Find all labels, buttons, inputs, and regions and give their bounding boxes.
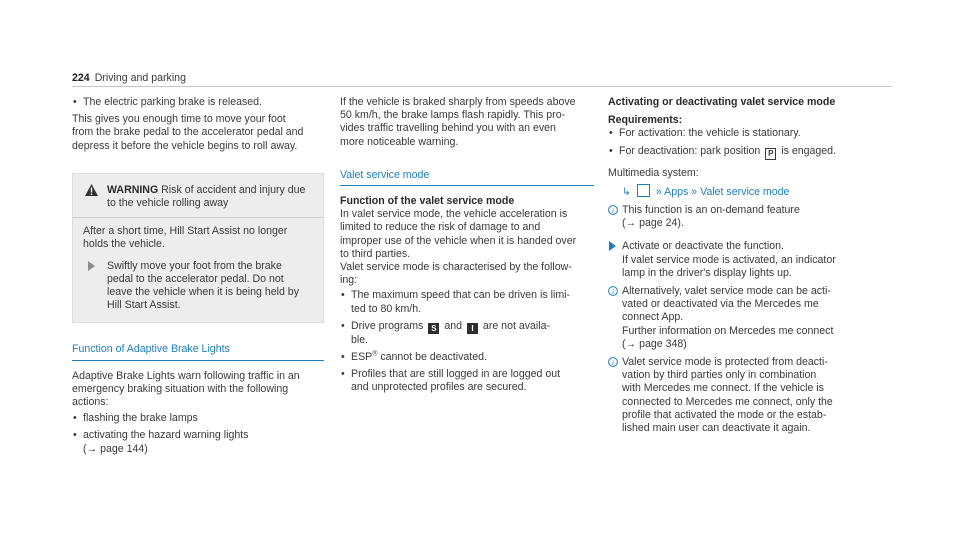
- navigation-path: [608, 184, 878, 199]
- header-divider: [72, 86, 892, 87]
- list-item-text: is engaged.: [781, 144, 837, 157]
- registered-mark: ®: [372, 350, 378, 358]
- column-right: [608, 96, 878, 435]
- text-line: This function is an on-demand feature: [622, 204, 800, 217]
- text-line: After a short time, Hill Start Assist no longer: [83, 225, 288, 238]
- list-item-text: For activation: the vehicle is stationary.: [619, 127, 801, 140]
- text-line: improper use of the vehicle when it is handed over: [340, 234, 577, 247]
- park-position-key: P: [765, 148, 776, 160]
- page-reference: (→ page 24).: [622, 217, 684, 230]
- text-line: This gives you enough time to move your foot: [72, 113, 286, 126]
- text-line: In valet service mode, the vehicle acceleration is: [340, 208, 568, 221]
- text-line: vation by third parties only in combination: [622, 369, 817, 382]
- list-item-text: and unprotected profiles are secured.: [351, 381, 527, 394]
- text-line: If the vehicle is braked sharply from speeds above: [340, 96, 576, 108]
- requirements-heading: Requirements:: [608, 114, 683, 127]
- svg-text:i: i: [612, 359, 614, 368]
- text-line: If valet service mode is activated, an indicator: [622, 253, 836, 266]
- text-line: vated or deactivated via the Mercedes me: [622, 298, 819, 311]
- warning-action: [83, 260, 313, 313]
- text-line: from the brake pedal to the accelerator pedal and: [72, 126, 304, 139]
- paragraph: [72, 113, 324, 153]
- list-item: • flashing the brake lamps: [73, 412, 198, 425]
- info-note: [608, 356, 878, 435]
- column-middle: [340, 96, 594, 399]
- multimedia-label: Multimedia system:: [608, 166, 699, 179]
- text-line: Further information on Mercedes me connect: [622, 324, 834, 337]
- page-reference: (→ page 144): [83, 442, 148, 455]
- info-note: [608, 204, 878, 230]
- text-line: depress it before the vehicle begins to roll away.: [72, 139, 298, 152]
- warning-body: [83, 225, 313, 251]
- text-line: Valet service mode is characterised by the follow-: [340, 261, 572, 274]
- subsection-heading: Function of the valet service mode: [340, 195, 515, 208]
- list-item: • For deactivation: park position P is engaged.: [609, 144, 837, 158]
- page-number: 224: [72, 72, 90, 84]
- warning-divider: [73, 217, 323, 218]
- warning-text: Risk of accident and injury due: [158, 183, 306, 196]
- text-line: Valet service mode is protected from deacti-: [622, 356, 828, 369]
- list-item-text: ble.: [351, 333, 369, 346]
- list-item-text: are not availa-: [482, 319, 551, 332]
- text-line: ing:: [340, 274, 358, 287]
- section-heading: Activating or deactivating valet service mode: [608, 96, 836, 108]
- text-line: limited to reduce the risk of damage to and: [340, 221, 541, 234]
- list-item: • activating the hazard warning lights (→ page 144): [73, 429, 249, 455]
- action-arrow-icon: [88, 261, 95, 271]
- text-line: with Mercedes me connect. If the vehicle is: [622, 382, 824, 395]
- warning-triangle-icon: [85, 184, 98, 196]
- text-line: actions:: [72, 396, 109, 409]
- list-item: • Profiles that are still logged in are logged out and unprotected profiles are secured.: [341, 368, 561, 394]
- list-item-text: flashing the brake lamps: [83, 412, 198, 425]
- text-line: connected to Mercedes me connect, only the: [622, 395, 833, 408]
- list-item-text: ted to 80 km/h.: [351, 302, 422, 315]
- warning-text: to the vehicle rolling away: [107, 197, 229, 210]
- info-note: [608, 285, 878, 351]
- text-line: pedal to the accelerator pedal. Do not: [107, 272, 284, 285]
- text-line: emergency braking situation with the following: [72, 382, 289, 395]
- text-line: to third parties.: [340, 247, 411, 260]
- text-line: Adaptive Brake Lights warn following traffic in an: [72, 369, 300, 382]
- chevron-icon: »: [655, 185, 662, 198]
- text-line: more noticeable warning.: [340, 135, 459, 148]
- list-item-text: cannot be deactivated.: [377, 351, 487, 364]
- action-arrow-icon: [609, 241, 616, 251]
- text-line: lished main user can deactivate it again.: [622, 422, 811, 435]
- svg-text:i: i: [612, 207, 614, 216]
- text-line: Hill Start Assist.: [107, 299, 181, 312]
- text-line: Activate or deactivate the function.: [622, 240, 784, 253]
- column-left: [72, 96, 324, 460]
- list-item-text: activating the hazard warning lights: [83, 429, 249, 442]
- home-icon: [637, 184, 650, 197]
- list-item: • For activation: the vehicle is stationary.: [609, 127, 801, 140]
- svg-text:i: i: [612, 288, 614, 297]
- nav-apps: Apps: [664, 185, 689, 198]
- drive-program-s-key: S: [428, 323, 439, 334]
- info-icon: [608, 286, 618, 296]
- section-heading: Valet service mode: [340, 168, 430, 181]
- warning-box: [72, 173, 324, 324]
- text-line: profile that activated the mode or the estab-: [622, 408, 827, 421]
- list-item: • ESP® cannot be deactivated.: [341, 350, 487, 364]
- list-item-text: The electric parking brake is released.: [83, 96, 263, 108]
- list-item: • Drive programs S and I are not availa- ble.: [341, 319, 551, 346]
- page-header: [72, 72, 186, 85]
- drive-program-i-key: I: [467, 323, 478, 334]
- warning-label: WARNING: [107, 183, 159, 196]
- paragraph: [340, 208, 594, 287]
- text-line: vides traffic travelling behind you with an even: [340, 122, 556, 135]
- warning-title: [83, 184, 313, 210]
- info-icon: [608, 205, 618, 215]
- enter-arrow-icon: ↳: [622, 185, 631, 198]
- text-line: holds the vehicle.: [83, 238, 165, 251]
- paragraph: [340, 96, 594, 149]
- text-line: 50 km/h, the brake lamps flash rapidly. This pro-: [340, 109, 566, 122]
- list-item-text: and: [444, 319, 463, 332]
- list-item-text: Drive programs: [351, 319, 424, 332]
- nav-valet-service-mode: Valet service mode: [700, 185, 790, 198]
- text-line: leave the vehicle when it is being held by: [107, 286, 299, 299]
- list-item-text: The maximum speed that can be driven is limi-: [351, 289, 571, 302]
- text-line: connect App.: [622, 311, 684, 324]
- section-heading: Function of Adaptive Brake Lights: [72, 343, 230, 356]
- list-item-text: Profiles that are still logged in are logged out: [351, 368, 561, 381]
- chevron-icon: »: [691, 185, 698, 198]
- text-line: Swiftly move your foot from the brake: [107, 259, 282, 272]
- text-line: lamp in the driver's display lights up.: [622, 266, 792, 279]
- info-icon: [608, 357, 618, 367]
- list-item: • The maximum speed that can be driven is limi- ted to 80 km/h.: [341, 289, 571, 315]
- section-divider: [340, 185, 594, 186]
- page-reference: (→ page 348): [622, 337, 687, 350]
- action-step: [608, 240, 878, 280]
- section-divider: [72, 360, 324, 361]
- paragraph: [72, 370, 324, 410]
- text-line: Alternatively, valet service mode can be acti-: [622, 285, 831, 298]
- list-item-text: ESP: [351, 351, 373, 364]
- list-item: • The electric parking brake is released.: [73, 96, 263, 108]
- list-item-text: For deactivation: park position: [619, 144, 761, 157]
- page-section-title: Driving and parking: [94, 72, 186, 84]
